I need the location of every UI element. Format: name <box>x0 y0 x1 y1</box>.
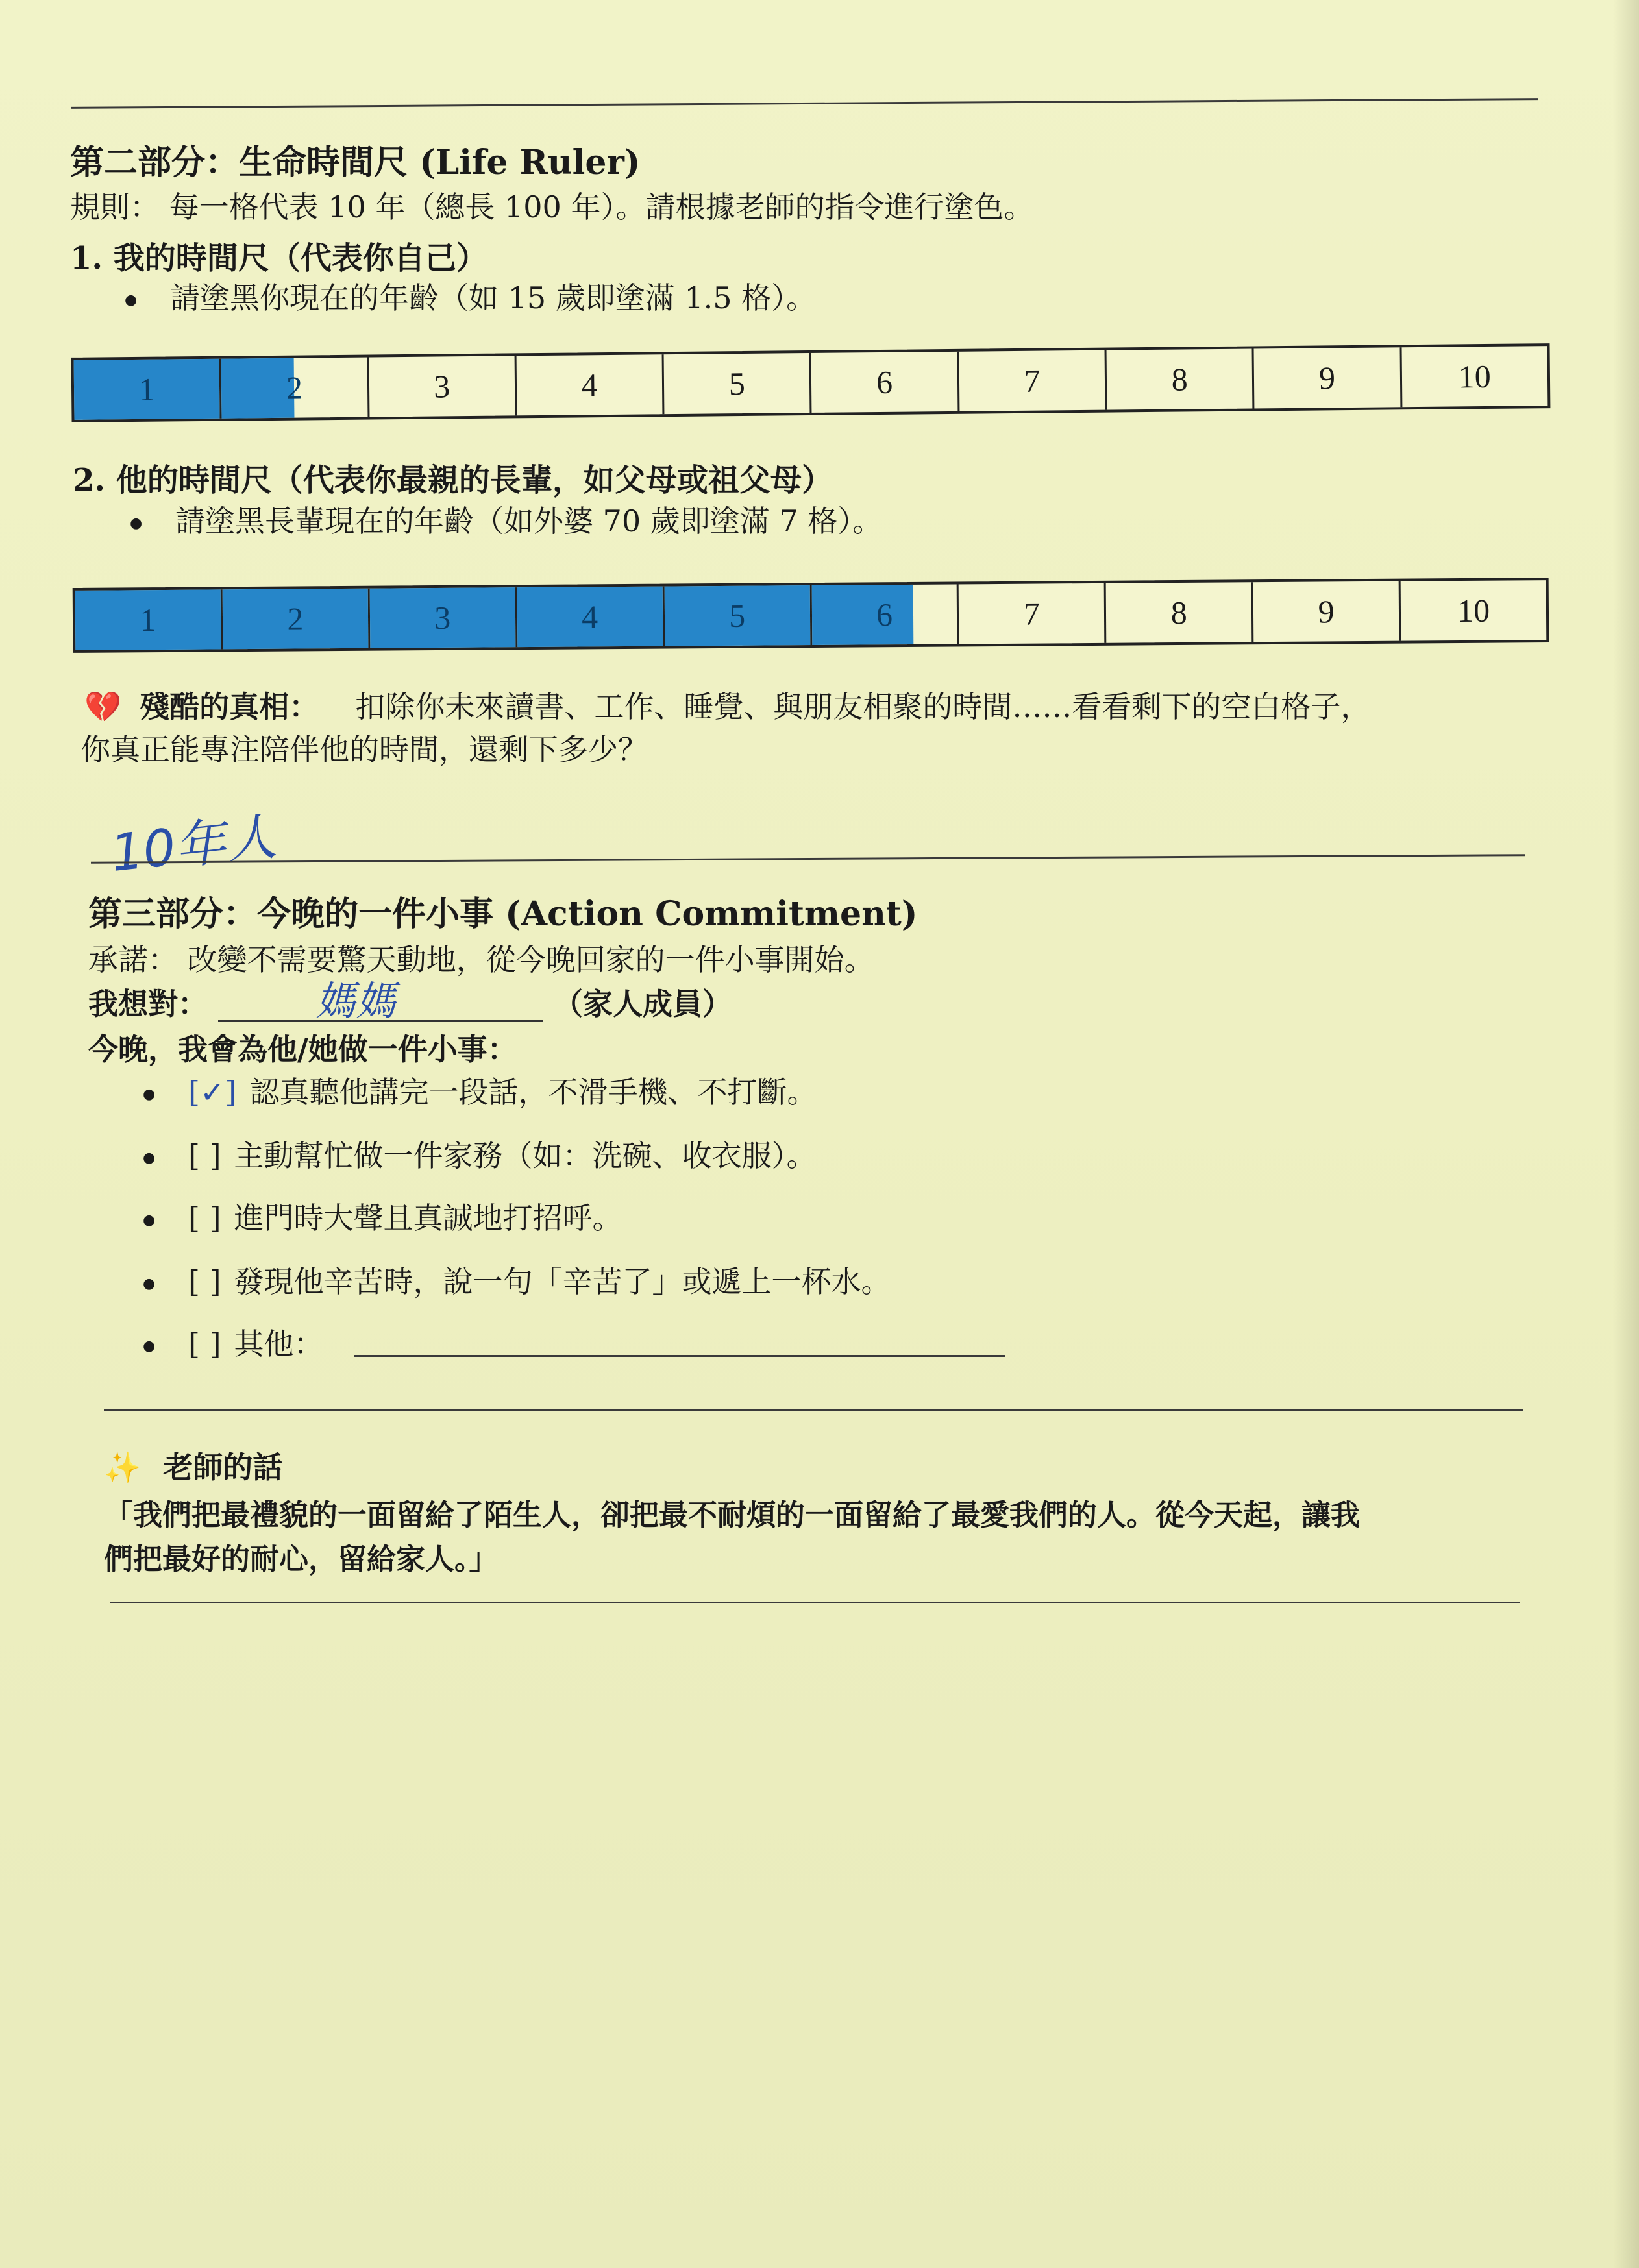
ruler2-label-7: 7 <box>1023 595 1041 632</box>
option-text: 主動幫忙做一件家務（如：洗碗、收衣服）。 <box>234 1138 817 1173</box>
option-text: 其他： <box>234 1326 324 1361</box>
handwritten-answer: 10年人 <box>108 807 280 884</box>
empty-checkbox[interactable]: [ ] <box>188 1201 221 1236</box>
ruler1-label-1: 1 <box>138 371 155 408</box>
part2-rule: 規則： 每一格代表 10 年（總長 100 年）。請根據老師的指令進行塗色。 <box>70 189 1034 225</box>
tonight-heading: 今晚，我會為他/她做一件小事： <box>88 1032 517 1067</box>
ruler1-cell-10[interactable] <box>1401 346 1547 407</box>
ruler1-label-7: 7 <box>1024 362 1041 399</box>
commitment-option[interactable] <box>188 1201 622 1236</box>
ruler2-cell-4[interactable] <box>517 587 665 648</box>
option-text: 進門時大聲且真誠地打招呼。 <box>234 1201 622 1236</box>
recipient-handwritten: 媽媽 <box>315 977 397 1025</box>
ruler1-label-10: 10 <box>1458 358 1492 395</box>
commitment-option[interactable] <box>188 1138 817 1174</box>
ruler2-cell-5[interactable] <box>664 585 812 646</box>
ruler1-fill-2 <box>221 358 295 419</box>
option-text: 認真聽他講完一段話，不滑手機、不打斷。 <box>249 1075 817 1110</box>
ruler2-label-9: 9 <box>1318 593 1335 630</box>
recipient-field[interactable] <box>218 977 543 1025</box>
ruler1-label-2: 2 <box>286 369 303 406</box>
ruler2-fill-6 <box>811 585 913 645</box>
ruler1-cell-8[interactable] <box>1107 348 1255 409</box>
ruler1-label-3: 3 <box>433 368 450 405</box>
ruler2-label-8: 8 <box>1170 594 1187 631</box>
truth-text-1: 扣除你未來讀書、工作、睡覺、與朋友相聚的時間……看看剩下的空白格子， <box>355 689 1371 724</box>
ruler1-cell-3[interactable] <box>369 356 517 417</box>
teacher-quote-1: 「我們把最禮貌的一面留給了陌生人，卻把最不耐煩的一面留給了最愛我們的人。從今天起，讓我 <box>104 1498 1361 1532</box>
empty-checkbox[interactable]: [ ] <box>188 1138 221 1173</box>
ruler1-cell-1[interactable] <box>74 359 222 420</box>
other-blank-line[interactable] <box>354 1355 1005 1357</box>
ruler2-cell-3[interactable] <box>370 587 518 648</box>
option-text: 發現他辛苦時，說一句「辛苦了」或遞上一杯水。 <box>234 1264 891 1299</box>
ruler2-label-4: 4 <box>581 598 598 635</box>
bottom-divider <box>110 1602 1520 1603</box>
truth-text-2: 你真正能專注陪伴他的時間，還剩下多少？ <box>80 732 648 767</box>
ruler1-label-9: 9 <box>1318 360 1336 396</box>
top-divider <box>71 98 1538 109</box>
ruler1-label-4: 4 <box>581 367 598 404</box>
ruler2-label-10: 10 <box>1457 592 1490 629</box>
ruler1-cell-7[interactable] <box>959 350 1107 411</box>
ruler2-label-5: 5 <box>728 597 746 634</box>
recipient-suffix: （家人成員） <box>553 986 733 1021</box>
empty-checkbox[interactable]: [ ] <box>188 1264 221 1299</box>
ruler2-cell-8[interactable] <box>1106 582 1254 643</box>
ruler2-label-2: 2 <box>287 600 304 637</box>
ruler2-heading: 2. 他的時間尺（代表你最親的長輩，如父母或祖父母） <box>73 462 833 498</box>
ruler2-cell-1[interactable] <box>75 589 223 650</box>
ruler1-heading: 1. 我的時間尺（代表你自己） <box>70 240 487 276</box>
ruler1-cell-6[interactable] <box>811 352 959 413</box>
part3-divider <box>104 1409 1523 1411</box>
commitment-option[interactable] <box>188 1326 324 1362</box>
answer-line <box>91 854 1525 864</box>
ruler1-label-6: 6 <box>876 363 893 401</box>
empty-checkbox[interactable]: [ ] <box>188 1326 221 1361</box>
part3-promise: 承諾： 改變不需要驚天動地，從今晚回家的一件小事開始。 <box>88 942 874 977</box>
commitment-option[interactable] <box>188 1075 817 1110</box>
ruler2-cell-6[interactable] <box>811 584 959 645</box>
ruler2-label-3: 3 <box>434 599 451 637</box>
ruler2-cell-9[interactable] <box>1253 581 1401 642</box>
part2-title: 第二部分：生命時間尺 (Life Ruler) <box>70 143 641 182</box>
ruler2-cell-10[interactable] <box>1401 580 1547 641</box>
recipient-row <box>88 977 733 1025</box>
ruler2-instruction: ● 請塗黑長輩現在的年齡（如外婆 70 歲即塗滿 7 格）。 <box>175 504 882 539</box>
sparkle-icon: ✨ <box>104 1450 142 1485</box>
ruler2-cell-2[interactable] <box>223 589 371 650</box>
ruler1-label-8: 8 <box>1171 361 1188 398</box>
ruler1-cell-5[interactable] <box>664 353 812 414</box>
my-life-ruler <box>71 343 1551 422</box>
ruler1-cell-9[interactable] <box>1254 347 1402 408</box>
ruler2-cell-7[interactable] <box>959 583 1107 644</box>
part3-title: 第三部分：今晚的一件小事 (Action Commitment) <box>88 894 918 934</box>
ruler1-cell-2[interactable] <box>221 358 369 419</box>
ruler1-instruction: ● 請塗黑你現在的年齡（如 15 歲即塗滿 1.5 格）。 <box>170 280 816 316</box>
teacher-title: 老師的話 <box>163 1450 283 1485</box>
ruler2-label-6: 6 <box>876 596 893 633</box>
teacher-heading <box>104 1450 282 1485</box>
broken-heart-icon: 💔 <box>84 689 122 724</box>
truth-label: 殘酷的真相： <box>140 689 319 724</box>
truth-line <box>84 689 1370 725</box>
teacher-quote-2: 們把最好的耐心，留給家人。」 <box>104 1542 499 1576</box>
recipient-label: 我想對： <box>88 986 208 1021</box>
ruler1-cell-4[interactable] <box>516 354 664 415</box>
ruler1-label-5: 5 <box>728 365 746 402</box>
checked-checkbox[interactable]: [✓] <box>188 1075 237 1110</box>
elder-life-ruler <box>73 578 1549 653</box>
page-edge-shadow <box>1613 0 1639 2268</box>
ruler2-label-1: 1 <box>140 602 156 639</box>
commitment-option[interactable] <box>188 1264 891 1300</box>
